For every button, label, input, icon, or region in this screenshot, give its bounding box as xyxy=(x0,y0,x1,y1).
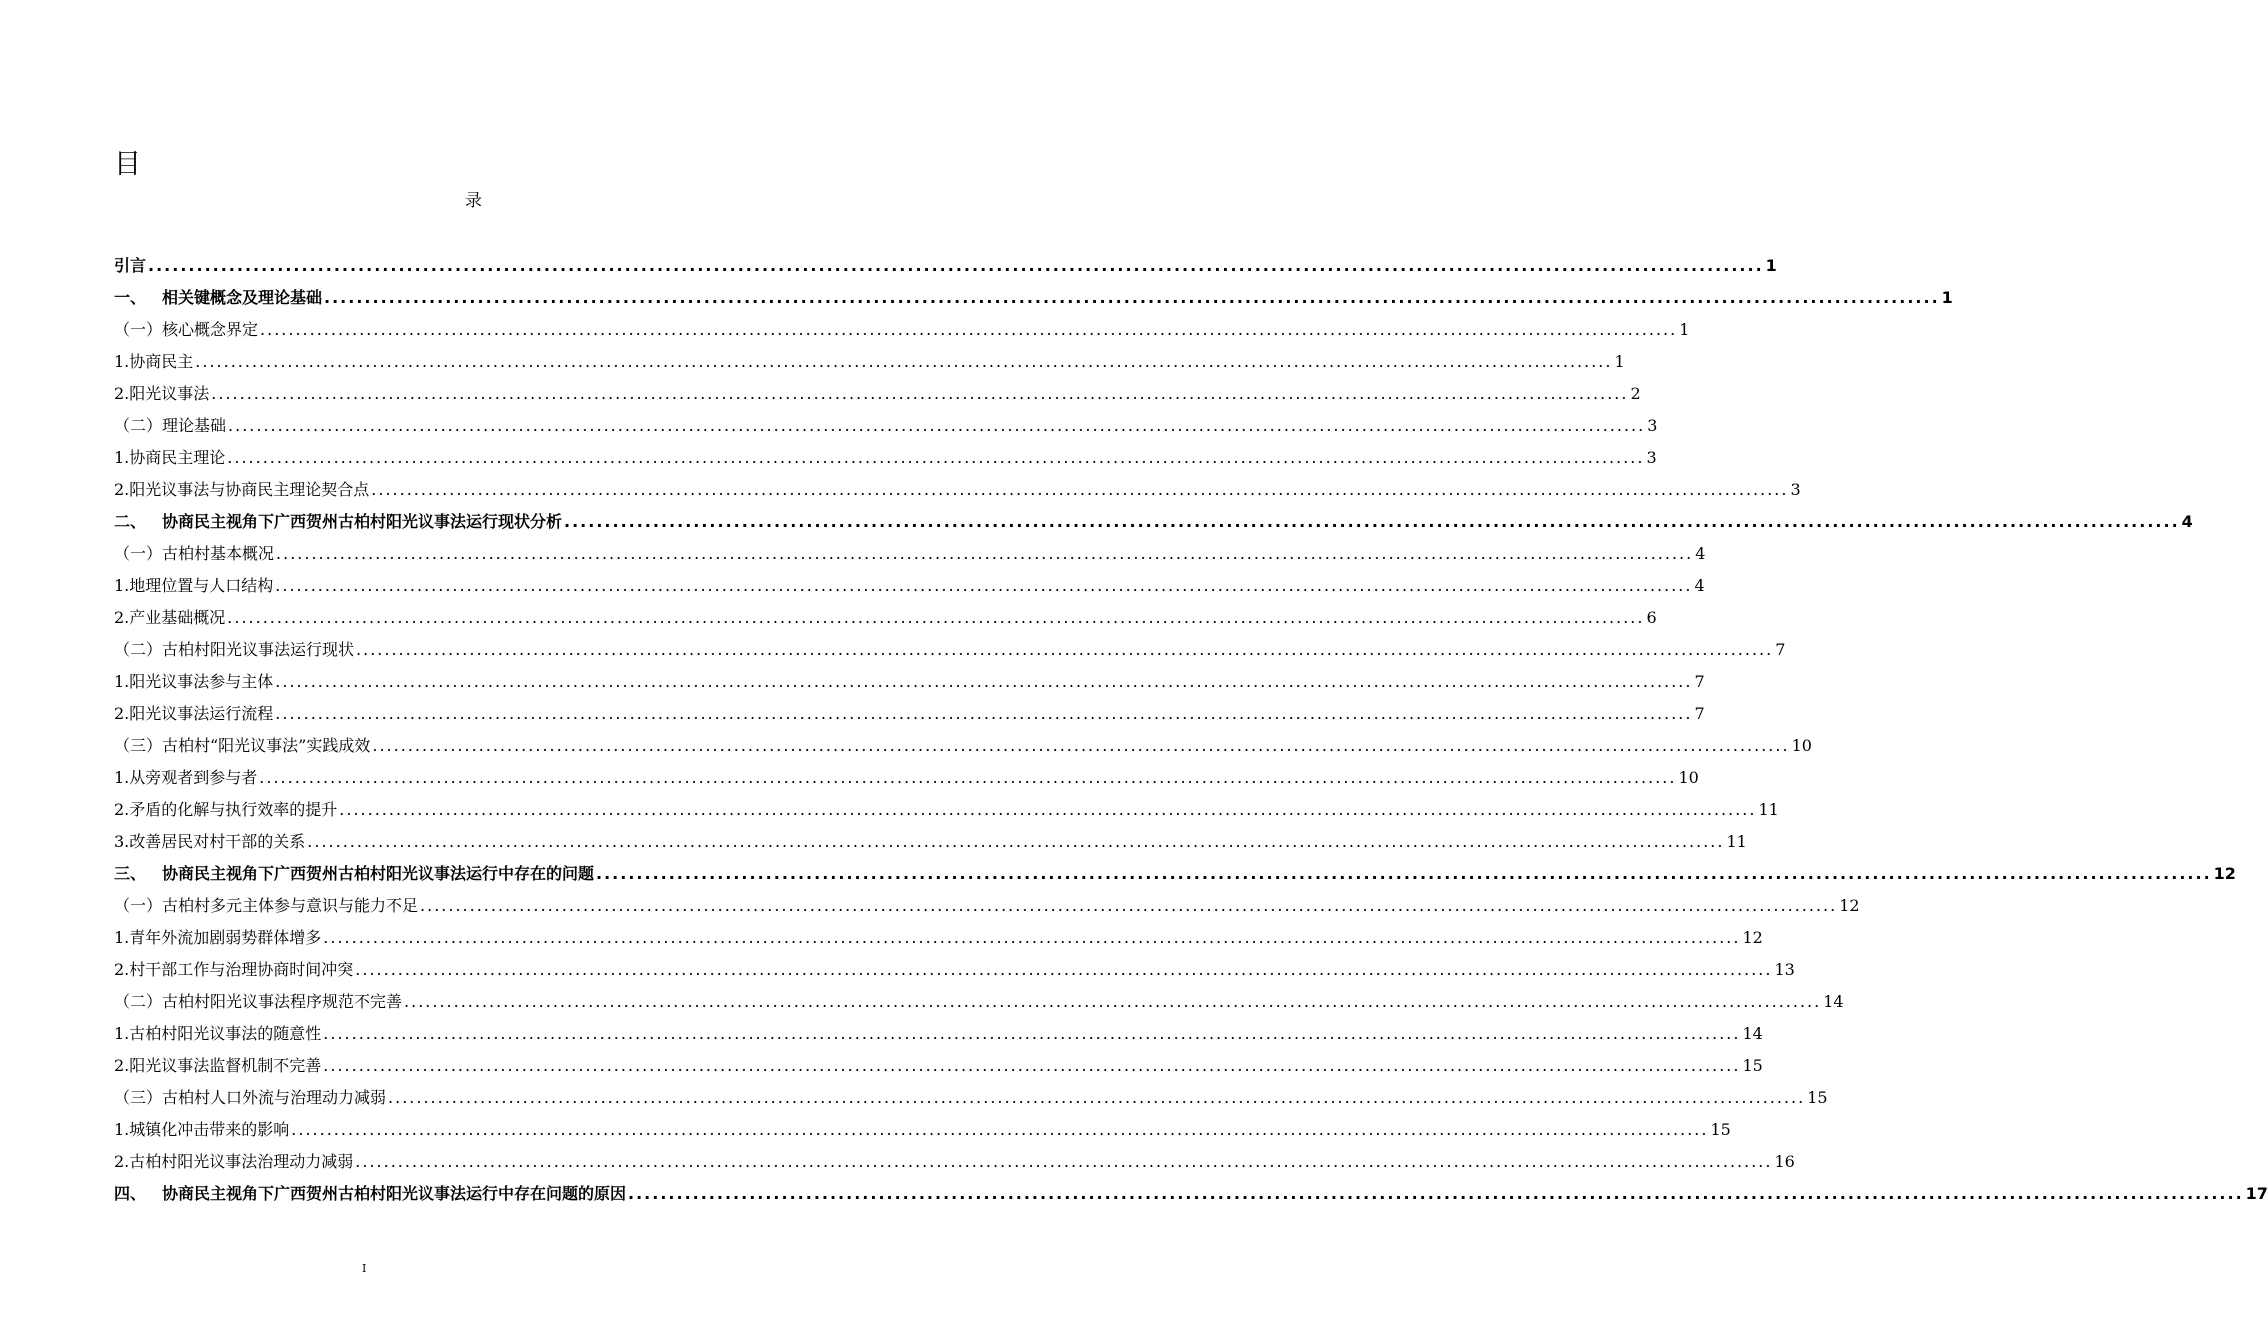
toc-page-number: 16 xyxy=(1774,1152,1795,1171)
toc-entry-text: 1.协商民主 xyxy=(114,352,194,371)
toc-page-number: 11 xyxy=(1726,832,1747,851)
toc-entry-text: （一）古柏村多元主体参与意识与能力不足 xyxy=(114,896,419,915)
toc-entry[interactable] xyxy=(114,282,1953,314)
toc-dot-leader: ........................................................................................................................................................................................................ xyxy=(275,576,1693,595)
toc-page-number: 10 xyxy=(1791,736,1812,755)
toc-entry-text: （三）古柏村“阳光议事法”实践成效 xyxy=(114,736,371,755)
toc-entry-number: 三、 xyxy=(114,864,147,883)
toc-page-number: 3 xyxy=(1647,416,1658,435)
toc-entry-text: 2.阳光议事法 xyxy=(114,384,210,403)
toc-entry-label xyxy=(114,282,322,314)
toc-entry-text: 1.阳光议事法参与主体 xyxy=(114,672,274,691)
toc-entry-label xyxy=(114,250,146,282)
toc-entry-text: 1.地理位置与人口结构 xyxy=(114,576,274,595)
toc-dot-leader: ........................................................................................................................................................................................................ xyxy=(307,832,1725,851)
toc-page-number: 1 xyxy=(1614,352,1625,371)
toc-dot-leader: ........................................................................................................................................................................................................ xyxy=(291,1120,1709,1139)
toc-entry[interactable] xyxy=(114,986,1844,1018)
toc-page-number: 4 xyxy=(2181,512,2193,531)
toc-title-second-char: 录 xyxy=(465,191,482,211)
toc-entry-text: 相关键概念及理论基础 xyxy=(162,288,323,307)
toc-page-number: 17 xyxy=(2245,1184,2268,1203)
toc-page-number: 1 xyxy=(1941,288,1953,307)
toc-dot-leader: ........................................................................................................................................................................................................ xyxy=(596,864,2212,883)
toc-entry[interactable] xyxy=(114,410,1658,442)
toc-page-number: 15 xyxy=(1710,1120,1731,1139)
toc-entry-label xyxy=(114,378,209,410)
toc-entry-number: 一、 xyxy=(114,288,147,307)
toc-entry[interactable] xyxy=(114,1114,1731,1146)
toc-entry-text: （二）理论基础 xyxy=(114,416,227,435)
toc-entry-text: 2.产业基础概况 xyxy=(114,608,226,627)
toc-entry-label xyxy=(114,538,274,570)
toc-page-number: 3 xyxy=(1646,448,1657,467)
toc-entry-label xyxy=(114,410,226,442)
toc-page-number: 3 xyxy=(1790,480,1801,499)
toc-dot-leader: ........................................................................................................................................................................................................ xyxy=(323,1056,1741,1075)
toc-page-number: 7 xyxy=(1694,704,1705,723)
toc-page-number: 12 xyxy=(1839,896,1860,915)
toc-entry-text: 2.矛盾的化解与执行效率的提升 xyxy=(114,800,338,819)
toc-page-number: 10 xyxy=(1678,768,1699,787)
toc-page-number: 1 xyxy=(1765,256,1777,275)
toc-page-number: 13 xyxy=(1774,960,1795,979)
table-of-contents xyxy=(114,250,2268,1210)
toc-page-number: 1 xyxy=(1679,320,1690,339)
toc-entry-label xyxy=(114,858,594,890)
toc-dot-leader: ........................................................................................................................................................................................................ xyxy=(356,640,1774,659)
toc-dot-leader: ........................................................................................................................................................................................................ xyxy=(323,1024,1741,1043)
toc-entry[interactable] xyxy=(114,346,1625,378)
toc-entry-text: 2.阳光议事法与协商民主理论契合点 xyxy=(114,480,370,499)
toc-entry-label xyxy=(114,1178,626,1210)
toc-entry-text: 引言 xyxy=(114,256,147,275)
toc-entry[interactable] xyxy=(114,570,1705,602)
toc-entry-label xyxy=(114,890,418,922)
toc-entry-label xyxy=(114,506,562,538)
toc-title-first-char: 目 xyxy=(114,149,141,180)
toc-dot-leader: ........................................................................................................................................................................................................ xyxy=(195,352,1613,371)
toc-entry-text: 协商民主视角下广西贺州古柏村阳光议事法运行中存在的问题 xyxy=(162,864,595,883)
toc-entry-text: 2.阳光议事法监督机制不完善 xyxy=(114,1056,322,1075)
toc-dot-leader: ........................................................................................................................................................................................................ xyxy=(227,448,1645,467)
toc-entry[interactable] xyxy=(114,1050,1763,1082)
toc-entry-label xyxy=(114,986,402,1018)
toc-page-number: 14 xyxy=(1742,1024,1763,1043)
toc-entry-label xyxy=(114,570,273,602)
toc-dot-leader: ........................................................................................................................................................................................................ xyxy=(275,672,1693,691)
toc-page-number: 15 xyxy=(1807,1088,1828,1107)
toc-entry[interactable] xyxy=(114,666,1705,698)
toc-entry[interactable] xyxy=(114,1146,1795,1178)
toc-entry[interactable] xyxy=(114,1082,1828,1114)
page-number-footer: I xyxy=(362,1262,367,1275)
toc-entry[interactable] xyxy=(114,730,1812,762)
toc-dot-leader: ........................................................................................................................................................................................................ xyxy=(259,768,1677,787)
toc-entry[interactable] xyxy=(114,922,1763,954)
toc-page-number: 12 xyxy=(2213,864,2236,883)
toc-dot-leader: ........................................................................................................................................................................................................ xyxy=(323,928,1741,947)
toc-entry-text: 协商民主视角下广西贺州古柏村阳光议事法运行中存在问题的原因 xyxy=(162,1184,627,1203)
toc-entry[interactable] xyxy=(114,762,1699,794)
toc-dot-leader: ........................................................................................................................................................................................................ xyxy=(404,992,1822,1011)
toc-entry[interactable] xyxy=(114,890,1860,922)
toc-page-number: 15 xyxy=(1742,1056,1763,1075)
toc-entry[interactable] xyxy=(114,378,1641,410)
toc-page-number: 6 xyxy=(1646,608,1657,627)
toc-entry[interactable] xyxy=(114,698,1705,730)
toc-entry-text: 3.改善居民对村干部的关系 xyxy=(114,832,306,851)
toc-page-number: 2 xyxy=(1630,384,1641,403)
toc-entry[interactable] xyxy=(114,1178,2268,1210)
toc-dot-leader: ........................................................................................................................................................................................................ xyxy=(275,704,1693,723)
toc-entry-label xyxy=(114,474,369,506)
toc-entry-text: 1.从旁观者到参与者 xyxy=(114,768,258,787)
toc-dot-leader: ........................................................................................................................................................................................................ xyxy=(371,480,1789,499)
toc-entry-label xyxy=(114,314,258,346)
toc-dot-leader: ........................................................................................................................................................................................................ xyxy=(628,1184,2244,1203)
toc-entry-label xyxy=(114,1114,289,1146)
toc-entry[interactable] xyxy=(114,826,1747,858)
toc-dot-leader: ........................................................................................................................................................................................................ xyxy=(148,256,1764,275)
toc-dot-leader: ........................................................................................................................................................................................................ xyxy=(355,1152,1773,1171)
toc-page-number: 11 xyxy=(1758,800,1779,819)
toc-page-number: 4 xyxy=(1695,544,1706,563)
toc-page-number: 4 xyxy=(1694,576,1705,595)
toc-entry-label xyxy=(114,634,354,666)
toc-entry-label xyxy=(114,698,273,730)
toc-dot-leader: ........................................................................................................................................................................................................ xyxy=(564,512,2180,531)
toc-entry-label xyxy=(114,602,225,634)
toc-entry-text: 2.阳光议事法运行流程 xyxy=(114,704,274,723)
toc-entry[interactable] xyxy=(114,442,1657,474)
toc-entry-text: 1.青年外流加剧弱势群体增多 xyxy=(114,928,322,947)
toc-entry-text: 2.村干部工作与治理协商时间冲突 xyxy=(114,960,354,979)
toc-entry[interactable] xyxy=(114,794,1779,826)
toc-page-number: 14 xyxy=(1823,992,1844,1011)
toc-entry-label xyxy=(114,442,225,474)
toc-entry-label xyxy=(114,794,337,826)
toc-entry-label xyxy=(114,826,305,858)
toc-dot-leader: ........................................................................................................................................................................................................ xyxy=(211,384,1629,403)
toc-entry-text: （一）古柏村基本概况 xyxy=(114,544,275,563)
toc-page-number: 12 xyxy=(1742,928,1763,947)
toc-entry-number: 四、 xyxy=(114,1184,147,1203)
toc-entry-label xyxy=(114,1050,321,1082)
toc-entry[interactable] xyxy=(114,602,1657,634)
toc-entry[interactable] xyxy=(114,538,1706,570)
toc-entry[interactable] xyxy=(114,506,2193,538)
toc-entry-text: （二）古柏村阳光议事法程序规范不完善 xyxy=(114,992,403,1011)
toc-entry-text: （二）古柏村阳光议事法运行现状 xyxy=(114,640,355,659)
toc-entry-text: （一）核心概念界定 xyxy=(114,320,259,339)
toc-entry-number: 二、 xyxy=(114,512,147,531)
toc-entry-text: 协商民主视角下广西贺州古柏村阳光议事法运行现状分析 xyxy=(162,512,563,531)
toc-entry-label xyxy=(114,1082,386,1114)
toc-entry-text: 1.古柏村阳光议事法的随意性 xyxy=(114,1024,322,1043)
toc-entry-text: 2.古柏村阳光议事法治理动力减弱 xyxy=(114,1152,354,1171)
toc-entry-text: 1.城镇化冲击带来的影响 xyxy=(114,1120,290,1139)
toc-entry-label xyxy=(114,666,273,698)
toc-dot-leader: ........................................................................................................................................................................................................ xyxy=(372,736,1790,755)
toc-dot-leader: ........................................................................................................................................................................................................ xyxy=(324,288,1940,307)
toc-entry[interactable] xyxy=(114,954,1795,986)
toc-dot-leader: ........................................................................................................................................................................................................ xyxy=(228,416,1646,435)
toc-entry-label xyxy=(114,1146,353,1178)
toc-entry[interactable] xyxy=(114,314,1690,346)
toc-entry-label xyxy=(114,346,193,378)
toc-entry[interactable] xyxy=(114,250,1777,282)
toc-entry[interactable] xyxy=(114,634,1786,666)
toc-entry[interactable] xyxy=(114,858,2236,890)
toc-dot-leader: ........................................................................................................................................................................................................ xyxy=(260,320,1678,339)
toc-entry-label xyxy=(114,954,353,986)
toc-dot-leader: ........................................................................................................................................................................................................ xyxy=(420,896,1838,915)
toc-entry-text: 1.协商民主理论 xyxy=(114,448,226,467)
toc-page-number: 7 xyxy=(1694,672,1705,691)
toc-dot-leader: ........................................................................................................................................................................................................ xyxy=(355,960,1773,979)
toc-entry-label xyxy=(114,762,257,794)
toc-entry-text: （三）古柏村人口外流与治理动力减弱 xyxy=(114,1088,387,1107)
toc-entry[interactable] xyxy=(114,474,1801,506)
toc-page-number: 7 xyxy=(1775,640,1786,659)
toc-dot-leader: ........................................................................................................................................................................................................ xyxy=(388,1088,1806,1107)
toc-dot-leader: ........................................................................................................................................................................................................ xyxy=(339,800,1757,819)
toc-entry-label xyxy=(114,1018,321,1050)
toc-dot-leader: ........................................................................................................................................................................................................ xyxy=(227,608,1645,627)
toc-entry-label xyxy=(114,730,370,762)
toc-dot-leader: ........................................................................................................................................................................................................ xyxy=(276,544,1694,563)
toc-entry[interactable] xyxy=(114,1018,1763,1050)
toc-entry-label xyxy=(114,922,321,954)
